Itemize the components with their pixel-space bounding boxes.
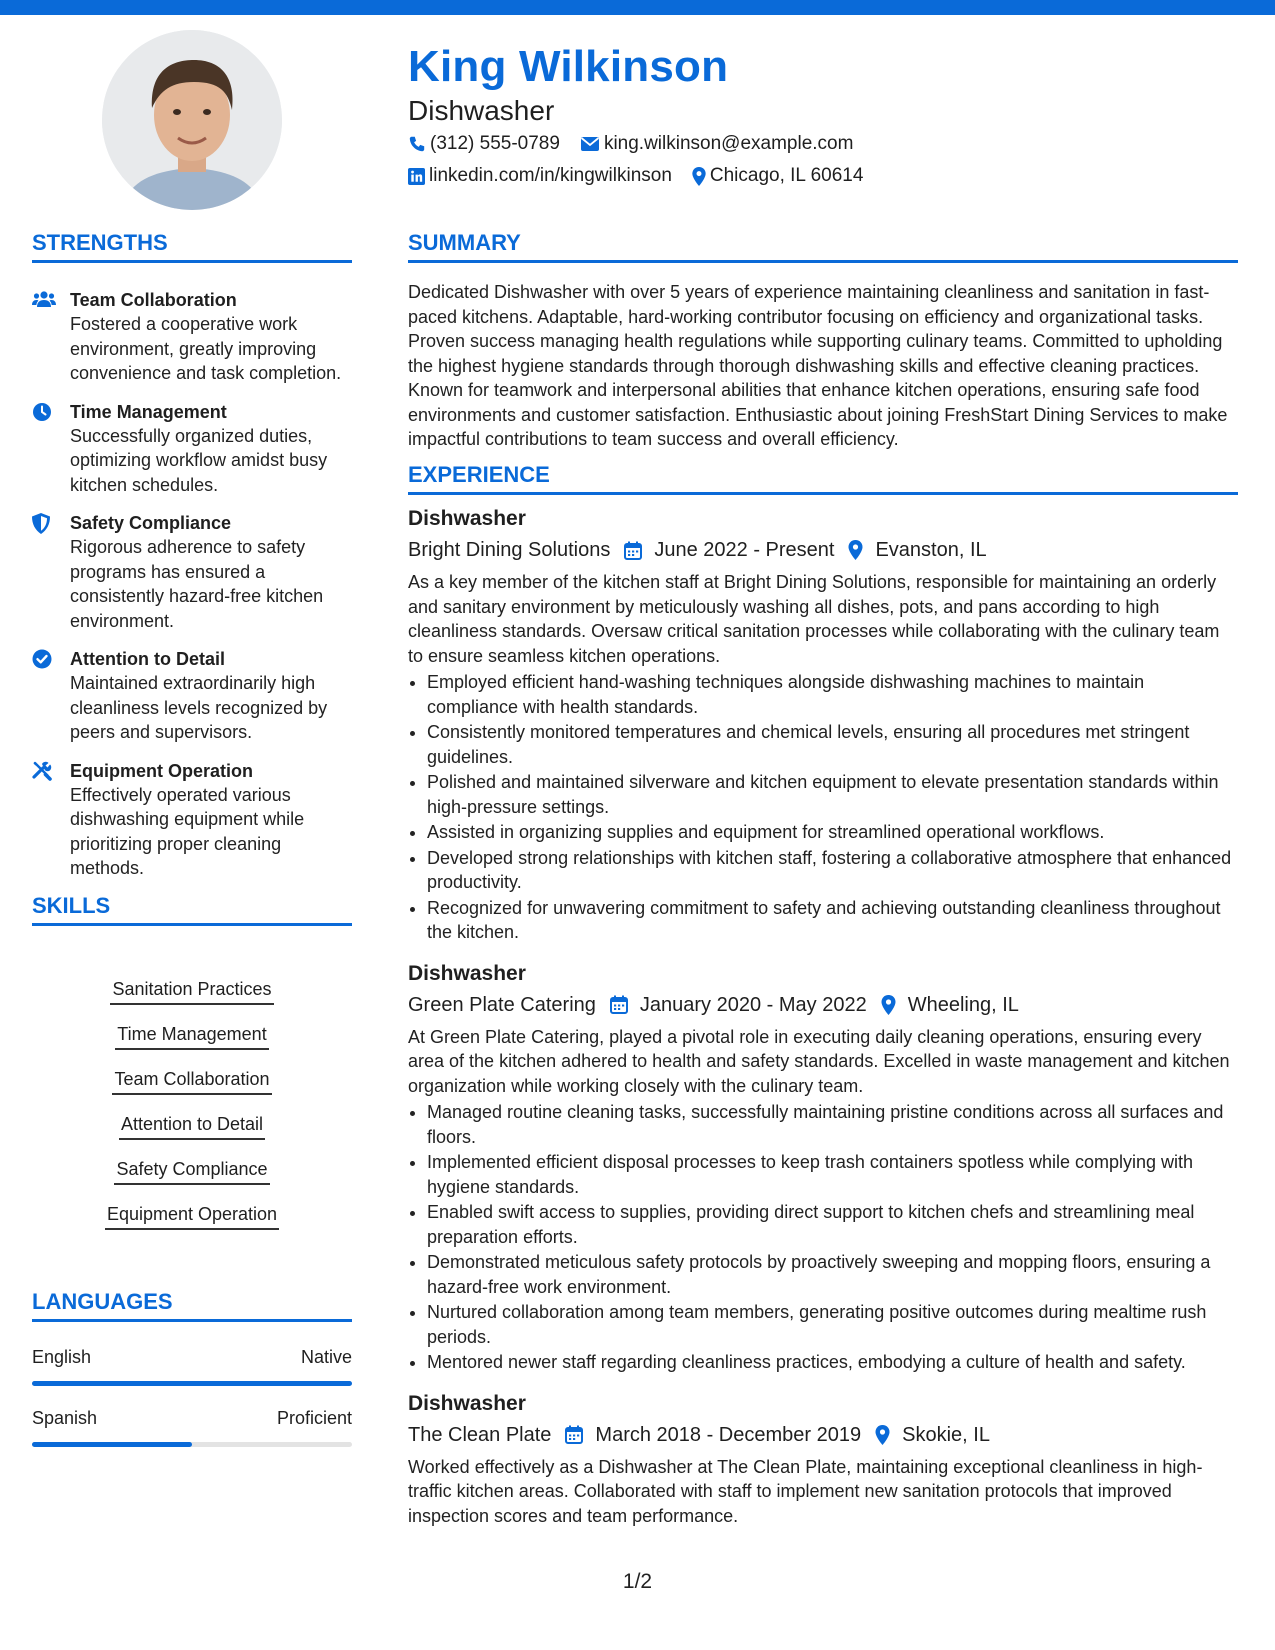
job-bullet: • Consistently monitored temperatures and chemical levels, ensuring all procedures met stringent guidelines. [427,720,1238,769]
job-company: The Clean Plate [408,1423,552,1446]
job-location [848,536,986,564]
job-meta [408,536,1238,564]
email-text: king.wilkinson@example.com [603,133,854,154]
strength-title: Time Management [70,401,227,422]
job-company: Green Plate Catering [408,993,596,1016]
phone-contact[interactable] [408,133,560,155]
skill-label: Sanitation Practices [110,978,273,1005]
location-contact [692,165,864,187]
map-pin-icon [848,540,863,560]
language-item [32,1406,352,1447]
skills-list [32,978,352,1248]
strength-desc: Fostered a cooperative work environment, greatly improving convenience and task completion. [70,314,342,383]
language-proficiency-bar [32,1442,352,1447]
strengths-heading: STRENGTHS [32,230,352,263]
contact-row-secondary [408,165,883,187]
language-name: English [32,1347,92,1367]
skill-label: Safety Compliance [114,1158,269,1185]
job-bullet: • Employed efficient hand-washing techniques alongside dishwashing machines to maintain compliance with health standards. [427,670,1238,719]
linkedin-contact[interactable] [408,165,672,187]
map-pin-icon [875,1425,890,1445]
job-dates [565,1421,861,1449]
languages-list [32,1345,352,1467]
job-location-text: Evanston, IL [875,539,987,561]
strength-desc: Successfully organized duties, optimizing workflow amidst busy kitchen schedules. [70,425,328,495]
job-description: As a key member of the kitchen staff at Bright Dining Solutions, responsible for maintaining an orderly and sanitary environment by meticulously washing all dishes, pots, and pans according to high cleanliness standards. Oversaw critical sanitation processes while collaborating with the culinary team to ensure seamless kitchen operations. [408,572,1220,666]
phone-icon [408,135,426,153]
skills-heading: SKILLS [32,893,352,926]
job-title: Dishwasher [408,961,526,985]
job-meta [408,991,1238,1019]
language-level: Proficient [276,1408,352,1428]
job-entry [408,506,1238,945]
email-contact[interactable] [580,133,854,155]
job-dates [610,991,867,1019]
strengths-list [32,288,352,895]
strength-title: Safety Compliance [70,513,232,533]
candidate-name: King Wilkinson [408,42,729,91]
job-bullet: • Assisted in organizing supplies and equipment for streamlined operational workflows. [427,820,1238,845]
language-level: Native [300,1347,352,1367]
skill-item [32,1203,352,1248]
language-proficiency-bar [32,1381,352,1386]
job-bullet: • Developed strong relationships with kitchen staff, fostering a collaborative atmosphere that enhanced productivity. [427,846,1238,895]
job-bullet: • Nurtured collaboration among team members, generating positive outcomes during mealtime rush periods. [427,1300,1238,1349]
clock-icon [32,402,52,422]
page-number: 1/2 [622,1570,653,1593]
skill-label: Equipment Operation [105,1203,279,1230]
job-dates-text: June 2022 - Present [654,539,835,561]
users-icon [32,290,56,308]
map-pin-icon [881,995,896,1015]
language-proficiency-fill [32,1381,352,1386]
job-dates-text: January 2020 - May 2022 [639,993,867,1016]
job-bullet: • Recognized for unwavering commitment to safety and achieving outstanding cleanliness throughout the kitchen. [427,896,1238,945]
skill-item [32,1113,352,1158]
job-bullet: • Enabled swift access to supplies, providing direct support to kitchen chefs and streamlining meal preparation efforts. [427,1200,1238,1249]
job-description: Worked effectively as a Dishwasher at The Clean Plate, maintaining exceptional cleanliness in high-traffic kitchen areas. Collaborated with staff to implement new sanitation protocols that improved inspection scores and team performance. [408,1456,1203,1526]
job-description: At Green Plate Catering, played a pivotal role in executing daily cleaning operations, ensuring every area of the kitchen adhered to health and safety standards. Excelled in waste management and kitchen organization while working closely with the culinary team. [408,1026,1230,1096]
job-dates [624,536,834,564]
strength-title: Equipment Operation [70,760,254,781]
job-bullet: • Polished and maintained silverware and kitchen equipment to elevate presentation standards within high-pressure settings. [427,770,1238,819]
job-meta [408,1421,1238,1449]
map-pin-icon [692,167,706,186]
strength-item [32,400,352,498]
summary-text: Dedicated Dishwasher with over 5 years of experience maintaining cleanliness and sanitation in fast-paced kitchens. Adaptable, hard-working contributor focusing on efficiency and organizational tasks. Proven success managing health regulations while supporting culinary teams. Committed to upholding the highest hygiene standards through thorough dishwashing skills and effective cleaning practices. Known for teamwork and interpersonal abilities that enhance kitchen operations, ensuring safe food environments and customer satisfaction. Enthusiastic about joining FreshStart Dining Services to make impactful contributions to team success and overall efficiency. [408,282,1228,449]
location-text: Chicago, IL 60614 [709,165,864,186]
language-item [32,1345,352,1386]
strength-item [32,288,352,386]
language-proficiency-fill [32,1442,192,1447]
job-company: Bright Dining Solutions [408,539,611,561]
check-circle-icon [32,649,52,669]
experience-section [408,506,1238,1544]
job-bullet: • Mentored newer staff regarding cleanliness practices, embodying a culture of health and safety. [427,1350,1238,1375]
strength-desc: Maintained extraordinarily high cleanliness levels recognized by peers and supervisors. [70,673,328,742]
job-bullet: • Implemented efficient disposal processes to keep trash containers spotless while complying with hygiene standards. [427,1150,1238,1199]
linkedin-text: linkedin.com/in/kingwilkinson [429,165,672,186]
strength-title: Team Collaboration [70,290,237,310]
skill-item [32,1068,352,1113]
job-location-text: Skokie, IL [902,1423,990,1446]
languages-heading: LANGUAGES [32,1289,352,1322]
skill-item [32,978,352,1023]
job-entry [408,1391,1238,1529]
experience-heading: EXPERIENCE [408,462,1238,495]
shield-icon [32,513,50,534]
job-location [881,991,1019,1019]
calendar-icon [624,541,642,560]
candidate-role: Dishwasher [408,95,555,126]
job-bullets [408,670,1238,945]
calendar-icon [610,995,628,1014]
job-title: Dishwasher [408,507,526,530]
job-entry [408,961,1238,1375]
summary-section [408,280,1238,452]
strength-item [32,759,352,881]
strength-item [32,511,352,633]
profile-photo [102,30,282,210]
job-location [875,1421,990,1449]
skill-label: Attention to Detail [119,1113,265,1140]
tools-icon [32,761,52,781]
job-bullets [408,1100,1238,1375]
skill-item [32,1023,352,1068]
skill-item [32,1158,352,1203]
strength-desc: Effectively operated various dishwashing equipment while prioritizing proper cleaning methods. [70,784,305,878]
linkedin-icon [408,168,425,185]
job-dates-text: March 2018 - December 2019 [595,1423,862,1446]
contact-row-primary [408,133,873,155]
calendar-icon [565,1425,583,1444]
strength-title: Attention to Detail [70,649,225,669]
job-bullet: • Demonstrated meticulous safety protocols by proactively sweeping and mopping floors, ensuring a hazard-free work environment. [427,1250,1238,1299]
job-title: Dishwasher [408,1391,526,1415]
skill-label: Time Management [115,1023,268,1050]
phone-text: (312) 555-0789 [430,133,560,154]
language-name: Spanish [32,1408,98,1428]
skill-label: Team Collaboration [112,1068,271,1095]
envelope-icon [580,136,600,152]
strength-desc: Rigorous adherence to safety programs has ensured a consistently hazard-free kitchen environment. [70,537,324,631]
job-location-text: Wheeling, IL [907,993,1019,1016]
job-bullet: • Managed routine cleaning tasks, successfully maintaining pristine conditions across all surfaces and floors. [427,1100,1238,1149]
top-accent-bar [0,0,1275,15]
summary-heading: SUMMARY [408,230,1238,263]
strength-item [32,647,352,745]
